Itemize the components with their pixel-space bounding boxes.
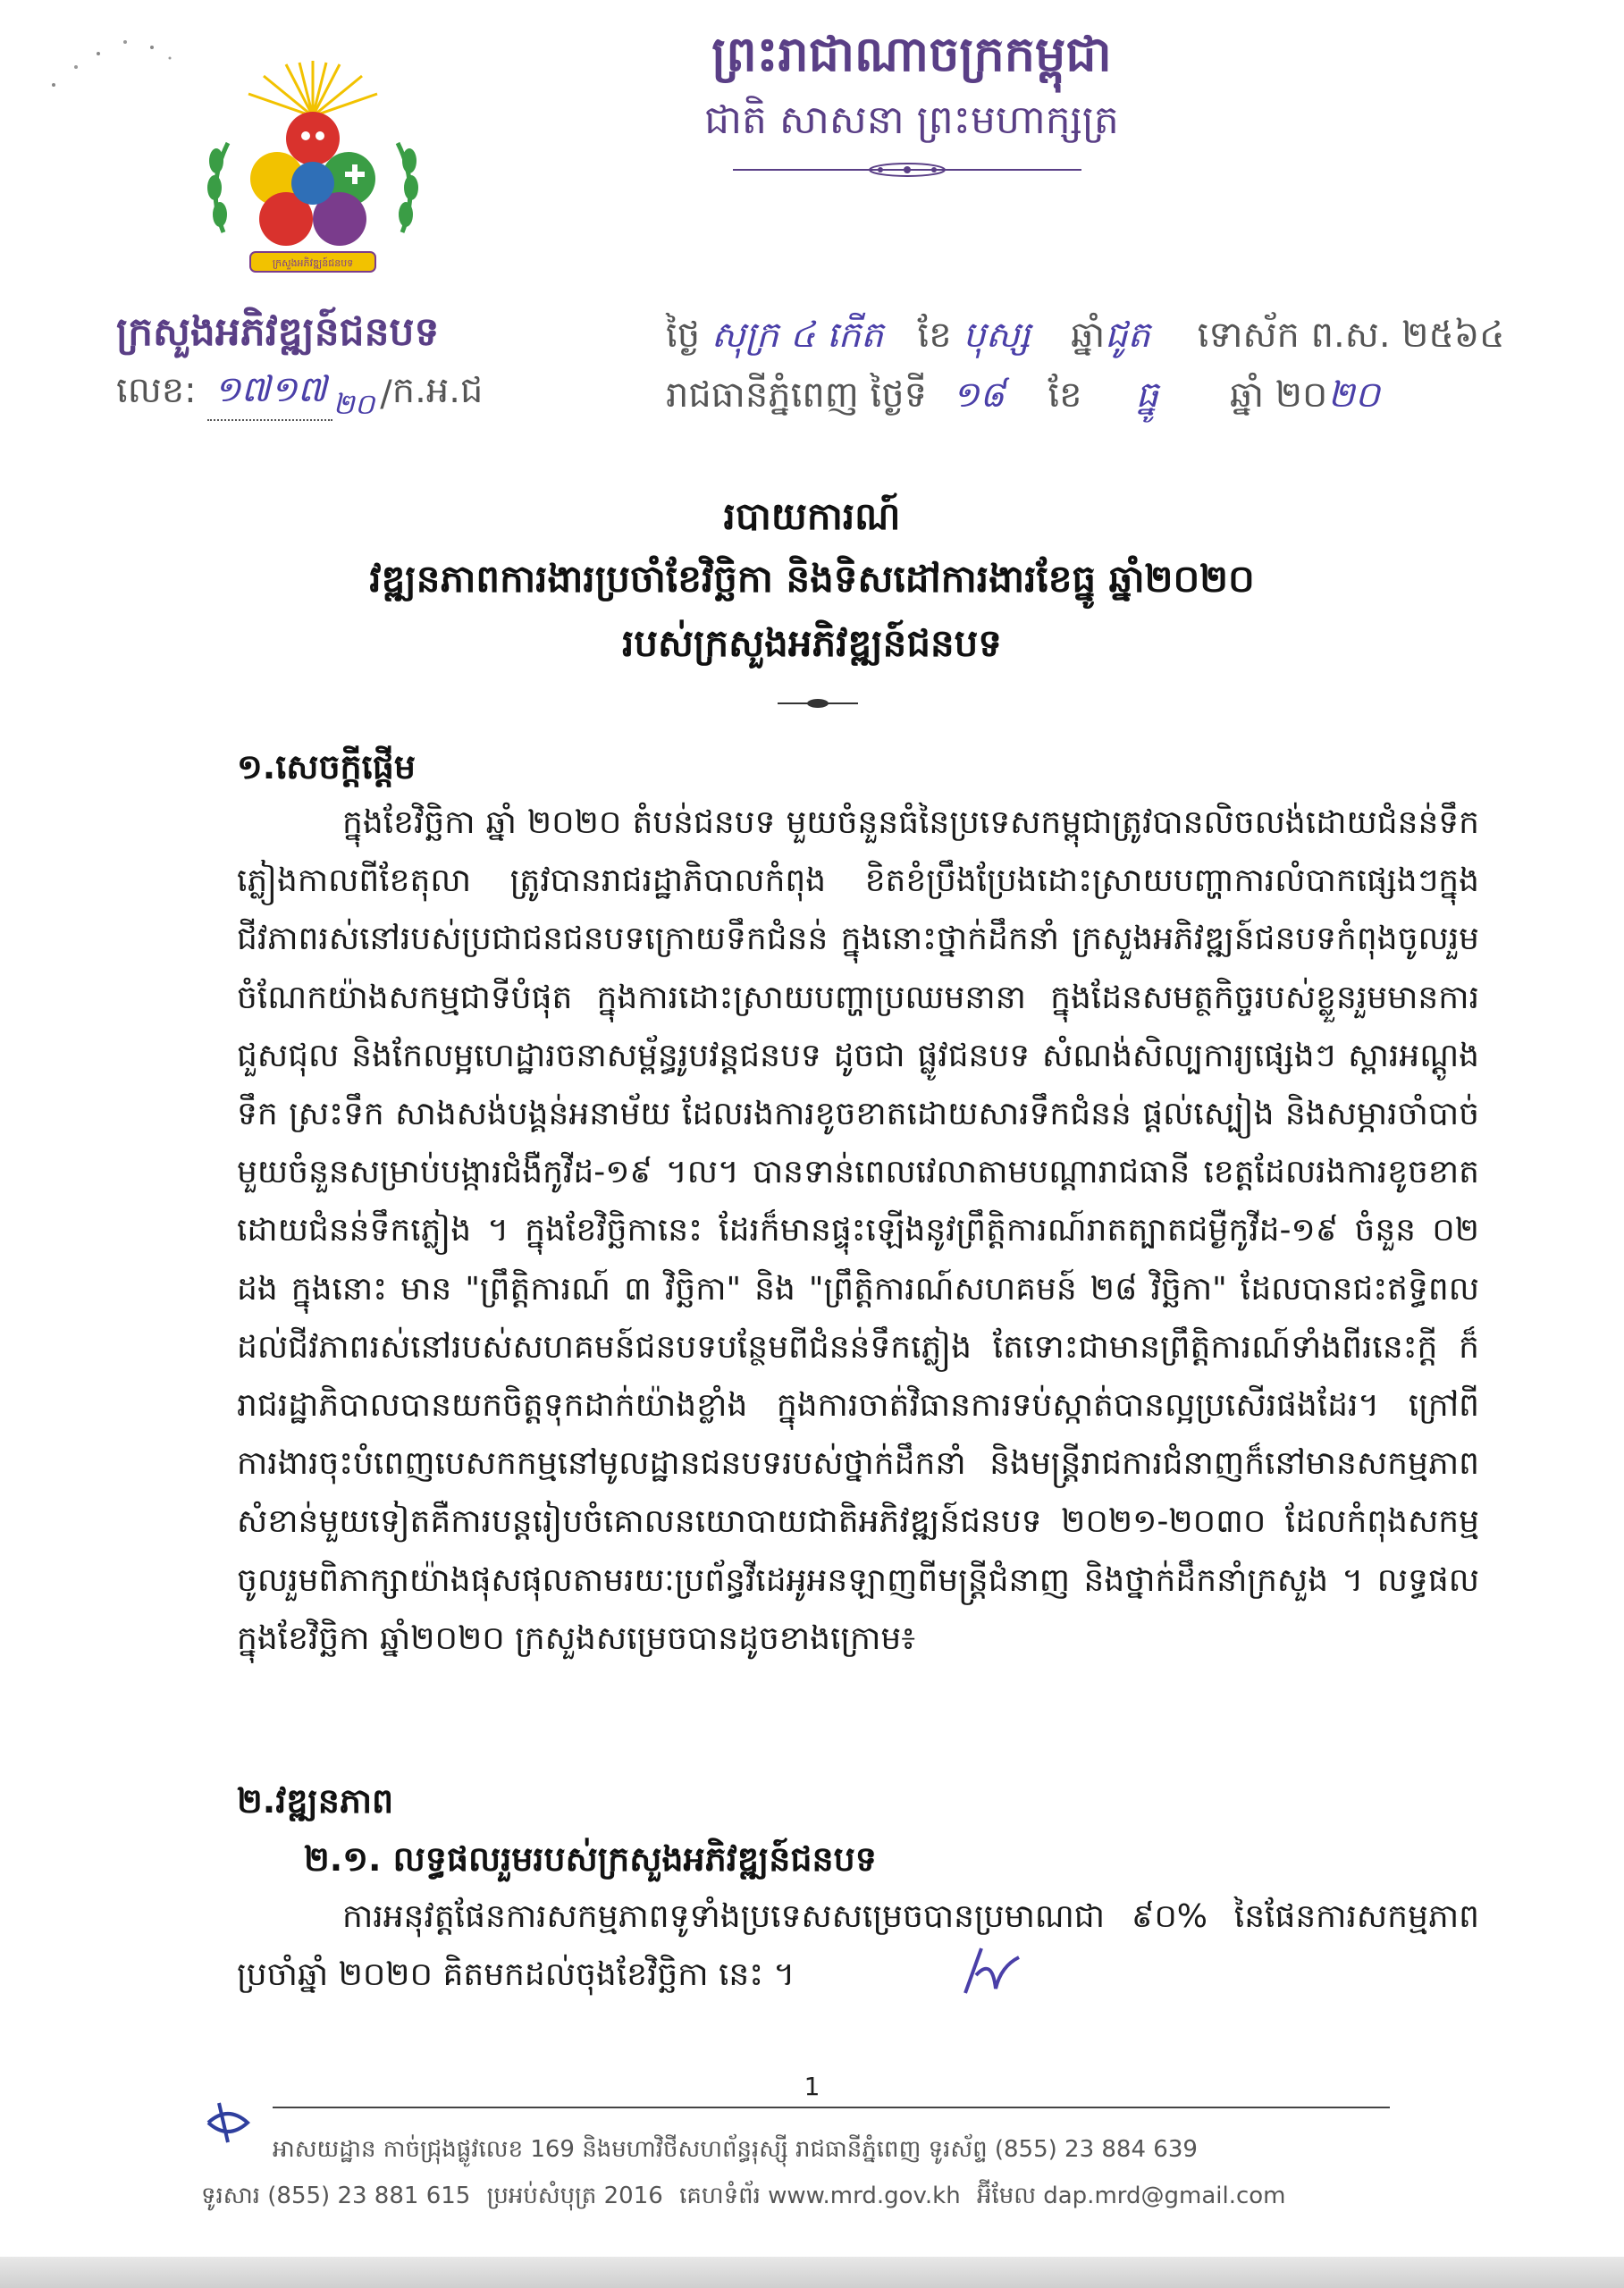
report-subtitle: វឌ្ឍនភាពការងារប្រចាំខែវិច្ឆិកា និងទិសដៅការងារខែធ្នូ ឆ្នាំ២០២០	[369, 557, 1255, 601]
lunar-prefix: ថ្ងៃ	[666, 315, 701, 356]
footer-contacts	[201, 2174, 1295, 2218]
section-2-body	[237, 1888, 1479, 2004]
footer-divider	[273, 2107, 1390, 2108]
section-2-1-heading: ២.១. លទ្ធផលរួមរបស់ក្រសួងអភិវឌ្ឍន៍ជនបទ	[304, 1839, 877, 1879]
lunar-month-handwritten: បុស្ស	[963, 315, 1031, 356]
date-place: រាជធានីភ្នំពេញ ថ្ងៃទី	[666, 374, 928, 416]
ministry-name: ក្រសួងអភិវឌ្ឍន៍ជនបទ	[116, 309, 440, 355]
solar-date	[666, 368, 1380, 422]
day-handwritten: ១៨	[952, 374, 1006, 416]
ref-label: លេខ:	[116, 370, 197, 411]
section-1-paragraph: ក្នុងខែវិច្ឆិកា ឆ្នាំ ២០២០ តំបន់ជនបទ មួយចំនួនធំនៃប្រទេសកម្ពុជាត្រូវបានលិចលង់ដោយជំនន់ទឹកភ្លៀងកាលពីខែតុលា ត្រូវបានរាជរដ្ឋាភិបាលកំពុង ខិតខំប្រឹងប្រែងដោះស្រាយបញ្ហាការលំបាកផ្សេងៗក្នុងជីវភាពរស់នៅរបស់ប្រជាជនជនបទក្រោយទឹកជំនន់ ក្នុងនោះថ្នាក់ដឹកនាំ ក្រសួងអភិវឌ្ឍន៍ជនបទកំពុងចូលរួមចំណែកយ៉ាងសកម្មជាទីបំផុត ក្នុងការដោះស្រាយបញ្ហាប្រឈមនានា ក្នុងដែនសមត្ថកិច្ចរបស់ខ្លួនរួមមានការជួសជុល និងកែលម្អហេដ្ឋារចនាសម្ព័ន្ធរូបវន្តជនបទ ដូចជា ផ្លូវជនបទ សំណង់សិល្បការ្យផ្សេងៗ ស្ពារអណ្តូងទឹក ស្រះទឹក សាងសង់បង្គន់អនាម័យ ដែលរងការខូចខាតដោយសារទឹកជំនន់ ផ្តល់ស្បៀង និងសម្ភារចាំបាច់មួយចំនួនសម្រាប់បង្ការជំងឺកូវីដ-១៩ ។ល។ បានទាន់ពេលវេលាតាមបណ្តារាជធានី ខេត្តដែលរងការខូចខាតដោយជំនន់ទឹកភ្លៀង ។ ក្នុងខែវិច្ឆិកានេះ ដែរក៏មានផ្ទុះឡើងនូវព្រឹត្តិការណ៍រាតត្បាតជម្ងឺកូវីដ-១៩ ចំនួន ០២ ដង ក្នុងនោះ មាន "ព្រឹត្តិការណ៍ ៣ វិច្ឆិកា" និង "ព្រឹត្តិការណ៍សហគមន៍ ២៨ វិច្ឆិកា" ដែលបានជះឥទ្ធិពលដល់ជីវភាពរស់នៅរបស់សហគមន៍ជនបទបន្ថែមពីជំនន់ទឹកភ្លៀង តែទោះជាមានព្រឹត្តិការណ៍ទាំងពីរនេះក្តី ក៏រាជរដ្ឋាភិបាលបានយកចិត្តទុកដាក់យ៉ាងខ្លាំង ក្នុងការចាត់វិធានការទប់ស្កាត់បានល្អប្រសើរផងដែរ។ ក្រៅពីការងារចុះបំពេញបេសកកម្មនៅមូលដ្ឋានជនបទរបស់ថ្នាក់ដឹកនាំ និងមន្ត្រីរាជការជំនាញក៏នៅមានសកម្មភាពសំខាន់មួយទៀតគឺការបន្តរៀបចំគោលនយោបាយជាតិអភិវឌ្ឍន៍ជនបទ ២០២១-២០៣០ ដែលកំពុងសកម្មចូលរួមពិភាក្សាយ៉ាងផុសផុលតាមរយៈប្រព័ន្ធវីដេអូអនឡាញពីមន្ត្រីជំនាញ និងថ្នាក់ដឹកនាំក្រសួង ។ លទ្ធផលក្នុងខែវិច្ឆិកា ឆ្នាំ២០២០ ក្រសួងសម្រេចបានដូចខាងក្រោម៖	[237, 804, 1479, 1657]
month-label: ខែ	[1048, 374, 1082, 416]
report-title: របាយការណ៍	[723, 494, 901, 538]
section-2-heading: ២.វឌ្ឍនភាព	[237, 1781, 394, 1821]
footer-email[interactable]: អ៊ីមែល dap.mrd@gmail.com	[976, 2183, 1286, 2209]
reference-number: លេខ: ១៧១៧ ២០ /ក.អ.ជ	[116, 359, 483, 418]
kingdom-title: ព្រះរាជាណាចក្រកម្ពុជា	[711, 25, 1112, 82]
header-ornament	[733, 163, 1081, 177]
lunar-year-handwritten: ជូត	[1105, 315, 1150, 356]
scan-edge	[0, 2257, 1624, 2288]
footer-pobox: ប្រអប់សំបុត្រ 2016	[486, 2183, 663, 2209]
footer-website[interactable]: គេហទំព័រ www.mrd.gov.kh	[679, 2183, 961, 2209]
year-label: ឆ្នាំ ២០	[1229, 374, 1328, 416]
ref-year-handwritten: ២០	[332, 387, 375, 421]
month-handwritten: ធ្នូ	[1135, 374, 1158, 416]
section-1-heading: ១.សេចក្តីផ្តើម	[237, 747, 416, 786]
scan-specks	[36, 31, 179, 94]
logo-caption: ក្រសួងអភិវឌ្ឍន៍ជនបទ	[272, 257, 354, 269]
title-divider	[778, 697, 858, 710]
ministry-logo	[188, 54, 438, 304]
footer-fax: ទូរសារ (855) 23 881 615	[201, 2183, 471, 2209]
ref-number-handwritten: ១៧១៧	[207, 366, 332, 421]
lunar-month-label: ខែ	[917, 315, 952, 356]
page-number: 1	[804, 2072, 820, 2101]
lunar-year-label: ឆ្នាំ	[1071, 315, 1106, 356]
year-handwritten: ២០	[1327, 374, 1380, 416]
footer-logo-icon	[201, 2096, 255, 2149]
lunar-day-handwritten: សុក្រ ៤ កើត	[711, 315, 884, 356]
section-1-body	[237, 794, 1479, 1668]
report-owner: របស់ក្រសួងអភិវឌ្ឍន៍ជនបទ	[622, 621, 1002, 665]
section-2-paragraph: ការអនុវត្តផែនការសកម្មភាពទូទាំងប្រទេសសម្រេចបានប្រមាណជា ៩០% នៃផែនការសកម្មភាពប្រចាំឆ្នាំ ២០២០ គិតមកដល់ចុងខែវិច្ឆិកា នេះ ។	[237, 1898, 1479, 1994]
footer-address: អាសយដ្ឋាន កាច់ជ្រុងផ្លូវលេខ 169 និងមហាវិថីសហព័ន្ធរុស្ស៊ី រាជធានីភ្នំពេញ ទូរស័ព្ទ (855) 23 884 639	[273, 2136, 1198, 2163]
national-motto: ជាតិ សាសនា ព្រះមហាក្សត្រ	[704, 97, 1119, 143]
ref-suffix: ក.អ.ជ	[391, 370, 484, 411]
lunar-date	[666, 308, 1504, 362]
initials-signature	[956, 1939, 1028, 2002]
lunar-era: ទោស័ក ព.ស. ២៥៦៤	[1197, 315, 1505, 356]
